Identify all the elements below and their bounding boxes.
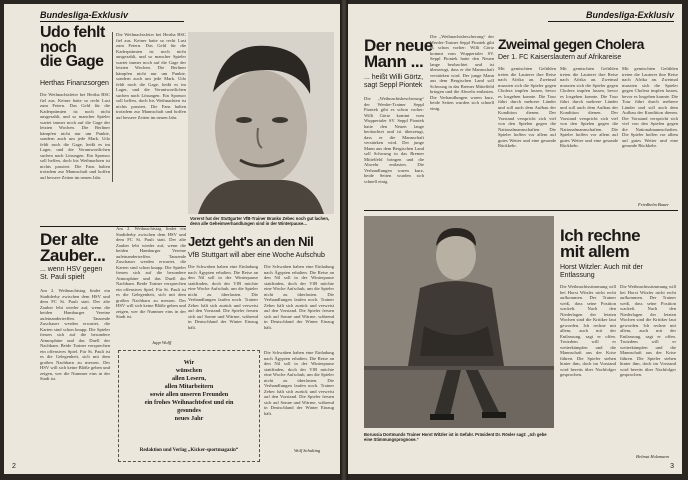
headline-line: Zauber...	[40, 245, 106, 265]
kicker-rule	[548, 21, 674, 22]
rechne-headline	[560, 228, 640, 259]
right-kicker: Bundesliga-Exklusiv	[585, 10, 674, 20]
greeting-line: wünschen	[175, 367, 203, 374]
greeting-text	[125, 359, 253, 423]
rechne-body-col1: Die Weihnachtsstimmung will bei Horst Witzler nicht recht aufkommen. Der Trainer weiß, dass seine Position wackelt. Nach den Niederlagen der letzten Wochen sind die Kritiker laut geworden. Ich rechne mit allem, auch mit der Entlassung, sagt er offen. Trotzdem will er weiterkämpfen und die Mannschaft aus der Krise führen. Die Spieler stehen hinter ihm, doch im Vorstand wird bereits über Nachfolger gesprochen.	[560, 284, 616, 377]
neue-mann-body-col1: Die „Weihnachtsbescherung“ der Werder-Trainer Seppl Piontek gibt es schon vorher: Willi Görtz kommt vom Wuppertaler SV. Seppl Piontek hatte den Neuen lange beobachtet und ist überzeugt, dass er die Mannschaft verstärken wird. Der junge Mann aus dem Bergischen Land soll Schwung in das Bremer Mittelfeld bringen und die Abwehr entlasten. Die Verhandlungen waren kurz, beide Seiten wurden sich schnell einig.	[364, 96, 424, 184]
zauber-body-col2: Am 2. Weihnachtstag findet ein Stadtderby zwischen dem HSV und dem FC St. Pauli statt. Der alte Zauber lebt wieder auf, wenn die beiden Hamburger Vereine aufeinandertreffen. Tausende Zuschauer werden erwartet, die Karten sind schon knapp. Die Spieler freuen sich auf die besondere Atmosphäre und das Duell der Nachbarn. Beide Trainer versprechen ein offensives Spiel. Für St. Pauli ist es die Gelegenheit, sich mit dem großen Nachbarn zu messen. Der HSV will sich keine Blöße geben und zeigen, wer die Nummer eins in der Stadt ist.	[116, 226, 186, 319]
udo-body-col2: Die Weihnachtsfeier bei Hertha BSC fiel aus. Keiner hatte so recht Lust zum Feiern. Das Geld für die Kaderprämien ist noch nicht ausgezahlt, und so mancher Spieler wartet immer noch auf die Gage der letzten Wochen. Die Berliner kämpfen nicht nur um Punkte, sondern auch um jede Mark. Udo fehlt noch die Gage, heißt es im Lager, und die Verantwortlichen suchen nach Lösungen. Ein Sponsor soll helfen, doch bis Weihnachten ist nichts passiert. Die Fans halten trotzdem zur Mannschaft und hoffen auf bessere Zeiten im neuen Jahr.	[116, 32, 186, 120]
udo-headline	[40, 26, 105, 70]
udo-deck: Herthas Finanzsorgen	[40, 80, 109, 87]
trainer-photo	[188, 32, 334, 214]
greeting-line: gesundes	[177, 407, 201, 414]
headline-line: Ich rechne	[560, 226, 641, 245]
greeting-line: neues Jahr	[174, 415, 204, 422]
trainer-photo-caption: Vorerst hat der Stuttgarter VfB-Trainer Branko Zebec noch gut lachen, denn alle Geheimverhandlungen sind in der Winterpause...	[190, 216, 330, 226]
cholera-body-col1: Mit gemischten Gefühlen treten die Lauterer ihre Reise nach Afrika an. Zweimal mussten sich die Spieler gegen Cholera impfen lassen, bevor es losgehen konnte. Die Tour führt durch mehrere Länder und soll auch dem Aufbau der Kondition dienen. Der Vorstand verspricht sich viel von den Spielen gegen die Nationalmannschaften. Die Spieler hoffen vor allem auf gutes Wetter und eine gesunde Rückkehr.	[498, 66, 556, 148]
cholera-body-col3: Mit gemischten Gefühlen treten die Lauterer ihre Reise nach Afrika an. Zweimal mussten sich die Spieler gegen Cholera impfen lassen, bevor es losgehen konnte. Die Tour führt durch mehrere Länder und soll auch dem Aufbau der Kondition dienen. Der Vorstand verspricht sich viel von den Spielen gegen die Nationalmannschaften. Die Spieler hoffen vor allem auf gutes Wetter und eine gesunde Rückkehr.	[622, 66, 678, 148]
left-page-number: 2	[12, 463, 16, 470]
witzler-photo	[364, 216, 554, 428]
greeting-line: ein frohes Weihnachtsfest und ein	[144, 399, 234, 406]
nil-body-col3: Die Schwaben haben eine Einladung nach Ägypten erhalten. Die Reise an den Nil soll in der Winterpause stattfinden, doch der VfB möchte eine Woche Aufschub, um die Spieler nicht zu überlasten. Die Verhandlungen laufen noch. Trainer Zebec hält sich zurück und verweist auf den Vorstand. Die Spieler freuen sich auf Sonne und Wärme, während in Deutschland der Winter Einzug hält.	[264, 350, 334, 416]
section-rule	[364, 210, 678, 211]
cholera-body-col2: Mit gemischten Gefühlen treten die Lauterer ihre Reise nach Afrika an. Zweimal mussten sich die Spieler gegen Cholera impfen lassen, bevor es losgehen konnte. Die Tour führt durch mehrere Länder und soll auch dem Aufbau der Kondition dienen. Der Vorstand verspricht sich viel von den Spielen gegen die Nationalmannschaften. Die Spieler hoffen vor allem auf gutes Wetter und eine gesunde Rückkehr.	[560, 66, 618, 148]
headline-line: Der neue	[364, 36, 433, 55]
kicker-rule	[40, 21, 184, 22]
column-rule	[112, 32, 113, 182]
greeting-line: allen Lesern,	[171, 375, 207, 382]
greeting-line: sowie allen unseren Freunden	[149, 391, 229, 398]
headline-line: Mann ...	[364, 51, 424, 71]
headline-line: noch	[40, 38, 77, 56]
zauber-body-col1: Am 2. Weihnachtstag findet ein Stadtderby zwischen dem HSV und dem FC St. Pauli statt. Der alte Zauber lebt wieder auf, wenn die beiden Hamburger Vereine aufeinandertreffen. Tausende Zuschauer werden erwartet, die Karten sind schon knapp. Die Spieler freuen sich auf die besondere Atmosphäre und das Duell der Nachbarn. Beide Trainer versprechen ein offensives Spiel. Für St. Pauli ist es die Gelegenheit, sich mit dem großen Nachbarn zu messen. Der HSV will sich keine Blöße geben und zeigen, wer die Nummer eins in der Stadt ist.	[40, 288, 110, 381]
zauber-deck: ... wenn HSV gegen St. Pauli spielt	[40, 266, 103, 282]
udo-body-col1: Die Weihnachtsfeier bei Hertha BSC fiel aus. Keiner hatte so recht Lust zum Feiern. Das Geld für die Kaderprämien ist noch nicht ausgezahlt, und so mancher Spieler wartet immer noch auf die Gage der letzten Wochen. Die Berliner kämpfen nicht nur um Punkte, sondern auch um jede Mark. Udo fehlt noch die Gage, heißt es im Lager, und die Verantwortlichen suchen nach Lösungen. Ein Sponsor soll helfen, doch bis Weihnachten ist nichts passiert. Die Fans halten trotzdem zur Mannschaft und hoffen auf bessere Zeiten im neuen Jahr.	[40, 92, 110, 180]
cholera-signature: Friedhelm Bauer	[638, 202, 669, 207]
nil-body-col1: Die Schwaben haben eine Einladung nach Ägypten erhalten. Die Reise an den Nil soll in der Winterpause stattfinden, doch der VfB möchte eine Woche Aufschub, um die Spieler nicht zu überlasten. Die Verhandlungen laufen noch. Trainer Zebec hält sich zurück und verweist auf den Vorstand. Die Spieler freuen sich auf Sonne und Wärme, während in Deutschland der Winter Einzug hält.	[188, 264, 258, 330]
left-page	[4, 4, 340, 474]
greeting-line: allen Mitarbeitern	[164, 383, 214, 390]
headline-line: mit allem	[560, 241, 630, 261]
witzler-photo-caption: Borussia Dortmunds Trainer Horst Witzler ist in Gefahr. Präsident Dr. Rösler sagt: „Ich gebe eine Stimmungsprognose.“	[364, 432, 547, 442]
rechne-body-col2: Die Weihnachtsstimmung will bei Horst Witzler nicht recht aufkommen. Der Trainer weiß, dass seine Position wackelt. Nach den Niederlagen der letzten Wochen sind die Kritiker laut geworden. Ich rechne mit allem, auch mit der Entlassung, sagt er offen. Trotzdem will er weiterkämpfen und die Mannschaft aus der Krise führen. Die Spieler stehen hinter ihm, doch im Vorstand wird bereits über Nachfolger gesprochen.	[620, 284, 676, 377]
spine-gutter	[340, 0, 348, 480]
nil-headline: Jetzt geht's an den Nil	[188, 234, 314, 249]
portrait-image	[188, 32, 334, 214]
nil-signature: Wolf Schulting	[294, 448, 321, 453]
cholera-headline: Zweimal gegen Cholera	[498, 36, 644, 52]
right-page	[348, 4, 682, 474]
neue-mann-deck: ... heißt Willi Görtz, sagt Seppl Piontek	[364, 74, 424, 90]
neue-mann-body-col2: Die „Weihnachtsbescherung“ der Werder-Trainer Seppl Piontek gibt es schon vorher: Willi Görtz kommt vom Wuppertaler SV. Seppl Piontek hatte den Neuen lange beobachtet und ist überzeugt, dass er die Mannschaft verstärken wird. Der junge Mann aus dem Bergischen Land soll Schwung in das Bremer Mittelfeld bringen und die Abwehr entlasten. Die Verhandlungen waren kurz, beide Seiten wurden sich schnell einig.	[430, 34, 494, 111]
nil-body-col2: Die Schwaben haben eine Einladung nach Ägypten erhalten. Die Reise an den Nil soll in der Winterpause stattfinden, doch der VfB möchte eine Woche Aufschub, um die Spieler nicht zu überlasten. Die Verhandlungen laufen noch. Trainer Zebec hält sich zurück und verweist auf den Vorstand. Die Spieler freuen sich auf Sonne und Wärme, während in Deutschland der Winter Einzug hält.	[264, 264, 334, 330]
headline-line: die Gage	[40, 53, 104, 71]
left-kicker: Bundesliga-Exklusiv	[40, 10, 129, 20]
right-page-number: 3	[670, 463, 674, 470]
cholera-deck: Der 1. FC Kaiserslautern auf Afrikareise	[498, 54, 622, 61]
neue-mann-headline	[364, 38, 433, 69]
greeting-footer: Redaktion und Verlag „Kicker-sportmagazin“	[139, 448, 239, 453]
nil-deck: VfB Stuttgart will aber eine Woche Aufschub	[188, 252, 325, 259]
rechne-deck: Horst Witzler: Auch mit der Entlassung	[560, 264, 643, 280]
zauber-headline	[40, 232, 105, 263]
zauber-signature: Jupp Wolff	[152, 340, 172, 345]
seated-man-image	[364, 216, 554, 428]
headline-line: Der alte	[40, 230, 99, 249]
christmas-greeting-box	[118, 350, 260, 462]
greeting-line: Wir	[183, 359, 195, 366]
headline-line: Udo fehlt	[40, 24, 105, 41]
rechne-signature: Helmut Holzmann	[636, 454, 669, 459]
